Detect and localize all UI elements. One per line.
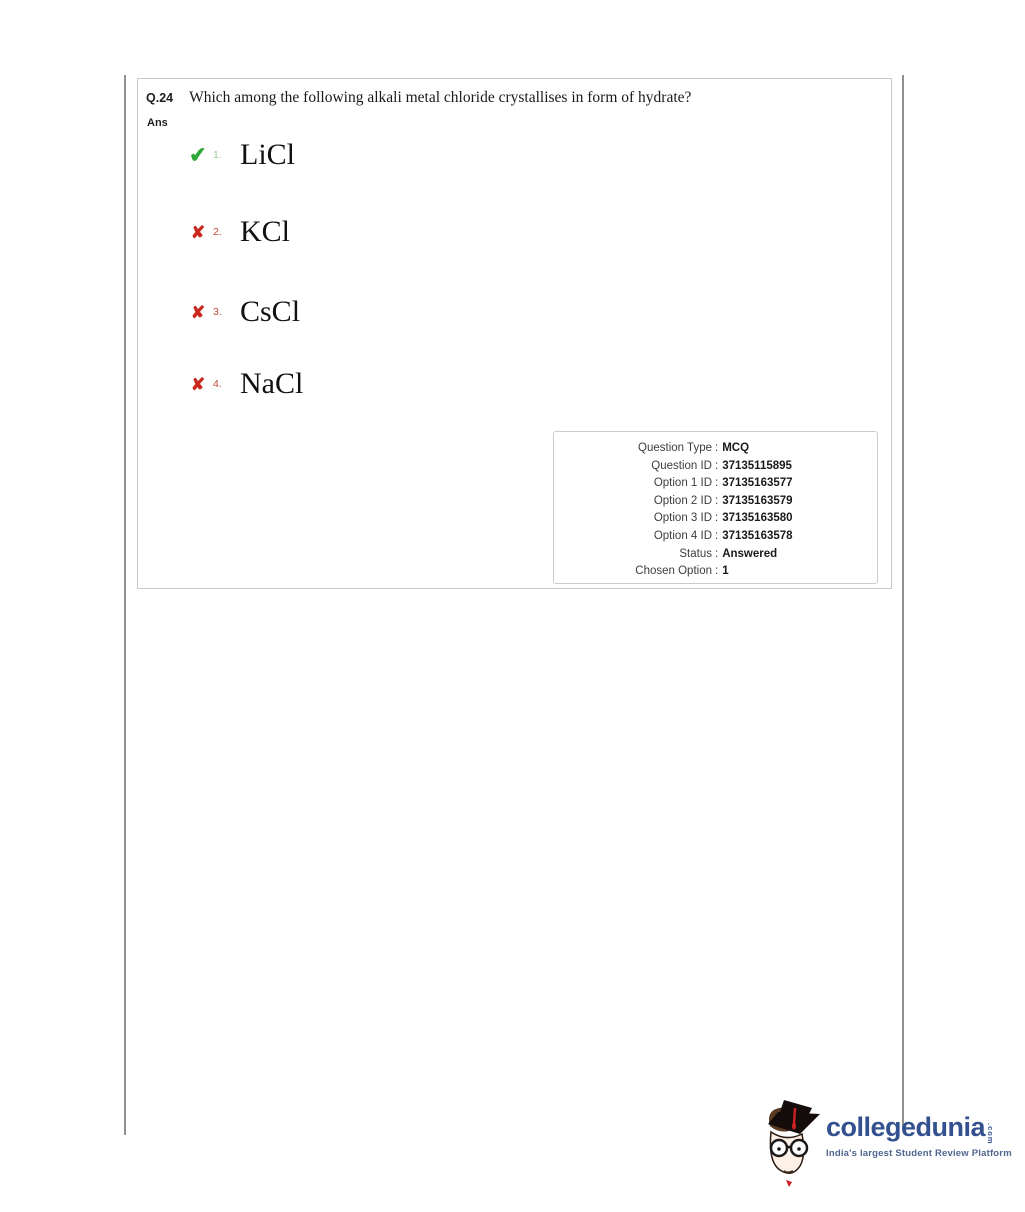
metadata-separator: : [715, 512, 719, 525]
brand-name: collegedunia [826, 1112, 986, 1142]
brand-text-block [826, 1113, 1012, 1193]
metadata-separator: : [715, 459, 719, 472]
metadata-value: 37135163579 [722, 494, 793, 507]
question-panel [137, 78, 892, 589]
cross-icon: ✘ [190, 222, 206, 242]
metadata-row-option3-id [554, 510, 877, 528]
metadata-label: Chosen Option [635, 565, 712, 578]
metadata-row-chosen-option [554, 563, 877, 581]
metadata-separator: : [715, 477, 719, 490]
metadata-row-question-type [554, 440, 877, 458]
metadata-separator: : [715, 529, 719, 542]
collegedunia-logo [762, 1098, 1012, 1193]
metadata-separator: : [715, 565, 719, 578]
metadata-separator: : [715, 547, 719, 560]
option-number: 3. [213, 306, 222, 318]
option-text: NaCl [240, 367, 304, 400]
metadata-label: Question Type [638, 442, 712, 454]
mascot-icon [762, 1098, 822, 1188]
option-row-1 [185, 137, 295, 173]
metadata-value: 1 [722, 565, 729, 578]
question-number: Q.24 [146, 91, 174, 105]
option-row-4 [185, 366, 303, 402]
check-icon: ✔ [188, 142, 208, 168]
metadata-value: 37135115895 [722, 459, 792, 472]
metadata-row-question-id [554, 458, 877, 476]
brand-tagline: India's largest Student Review Platform [826, 1147, 1012, 1159]
page-right-border-line [902, 75, 904, 1127]
option-number: 2. [213, 226, 222, 238]
metadata-value: 37135163578 [722, 529, 793, 542]
option-text: KCl [240, 215, 291, 248]
metadata-value: Answered [722, 547, 778, 560]
metadata-label: Option 2 ID [653, 494, 712, 507]
metadata-separator: : [715, 494, 719, 507]
option-text: LiCl [240, 138, 296, 171]
question-metadata-box [553, 431, 878, 584]
metadata-label: Option 1 ID [653, 477, 712, 490]
question-text: Which among the following alkali metal chloride crystallises in form of hydrate? [189, 89, 692, 106]
option-number: 1. [213, 149, 222, 161]
metadata-label: Option 4 ID [653, 529, 712, 542]
brand-suffix: .com [986, 1123, 996, 1145]
question-header [146, 89, 691, 107]
answer-label: Ans [147, 117, 168, 129]
metadata-value: 37135163580 [722, 512, 793, 525]
option-text: CsCl [240, 295, 301, 328]
metadata-label: Question ID [651, 459, 712, 472]
metadata-row-option1-id [554, 475, 877, 493]
option-row-2 [185, 214, 290, 250]
option-row-3 [185, 294, 300, 330]
metadata-row-option4-id [554, 528, 877, 546]
page-left-border-line [124, 75, 126, 1135]
cross-icon: ✘ [190, 302, 206, 322]
metadata-value: 37135163577 [722, 477, 793, 490]
option-number: 4. [213, 378, 222, 390]
cross-icon: ✘ [190, 374, 206, 394]
metadata-label: Status [679, 547, 712, 560]
metadata-row-status [554, 546, 877, 564]
metadata-separator: : [715, 442, 719, 454]
metadata-row-option2-id [554, 493, 877, 511]
metadata-label: Option 3 ID [653, 512, 712, 525]
metadata-value: MCQ [722, 442, 750, 454]
